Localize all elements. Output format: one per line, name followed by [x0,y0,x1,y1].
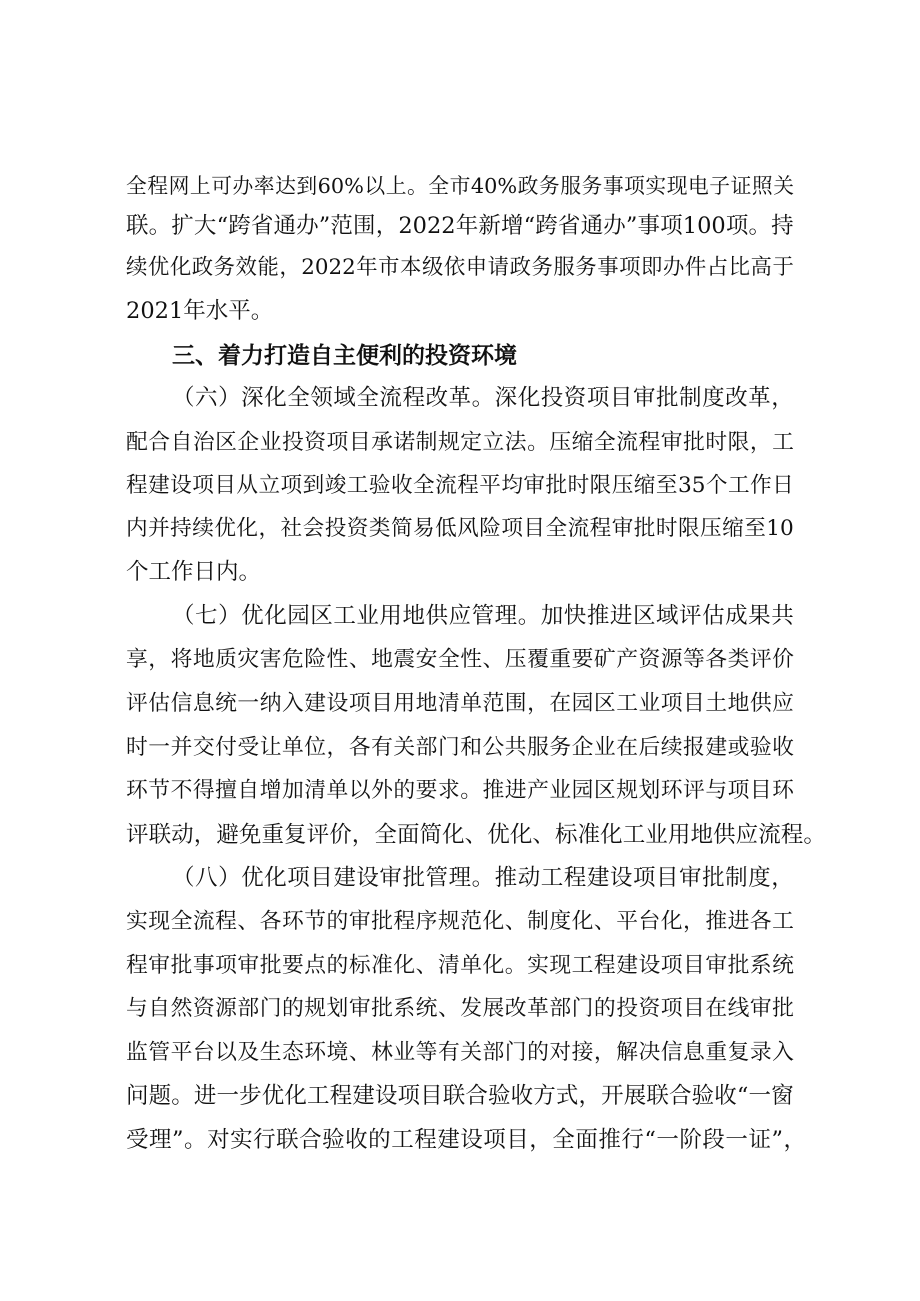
text-line: 评 估 信 息 统 一 纳 入 建 设 项 目 用 地 清 单 范 围 ， 在 园 区 工 业 项 目 土 地 供 应 [126,691,794,716]
text-line: 配 合 自 治 区 企 业 投 资 项 目 承 诺 制 规 定 立 法 。 压 缩 全 流 程 审 批 时 限 ， 工 [126,430,794,455]
text-line: 全 程 网 上 可 办 率 达 到 60% 以 上 。 全 市 40% 政 务 服 务 事 项 实 现 电 子 证 照 关 [126,174,794,198]
text-line: 时 一 并 交 付 受 让 单 位 ， 各 有 关 部 门 和 公 共 服 务 企 业 在 后 续 报 建 或 验 收 [126,735,794,760]
text-line: 受 理 ” 。 对 实 行 联 合 验 收 的 工 程 建 设 项 目 ， 全 面 推 行 “ 一 阶 段 一 证 ” ， [126,1127,806,1153]
text-line: （ 六 ） 深 化 全 领 域 全 流 程 改 革 。 深 化 投 资 项 目 审 批 制 度 改 革 ， [172,385,794,411]
text-line: 与 自 然 资 源 部 门 的 规 划 审 批 系 统 、 发 展 改 革 部 门 的 投 资 项 目 在 线 审 批 [126,996,794,1021]
text-line: （ 八 ） 优 化 项 目 建 设 审 批 管 理 。 推 动 工 程 建 设 项 目 审 批 制 度 ， [172,865,794,891]
text-line: 问 题 。 进 一 步 优 化 工 程 建 设 项 目 联 合 验 收 方 式 ， 开 展 联 合 验 收 “ 一 窗 [126,1083,794,1109]
text-line: 内 并 持 续 优 化 ， 社 会 投 资 类 简 易 低 风 险 项 目 全 流 程 审 批 时 限 压 缩 至 10 [126,516,794,541]
text-line: 实 现 全 流 程 、 各 环 节 的 审 批 程 序 规 范 化 、 制 度 化 、 平 台 化 ， 推 进 各 工 [126,909,794,934]
text-line: （ 七 ） 优 化 园 区 工 业 用 地 供 应 管 理 。 加 快 推 进 区 域 评 估 成 果 共 [172,603,794,629]
section-heading: 三、着力打造自主便利的投资环境 [172,343,517,369]
text-line: 程 审 批 事 项 审 批 要 点 的 标 准 化 、 清 单 化 。 实 现 工 程 建 设 项 目 审 批 系 统 [126,953,794,978]
text-line: 续 优 化 政 务 效 能 ， 2022 年 市 本 级 依 申 请 政 务 服 务 事 项 即 办 件 占 比 高 于 [126,255,794,280]
text-line: 个工作日内。 [126,559,262,585]
text-line: 评 联 动 ， 避 免 重 复 评 价 ， 全 面 简 化 、 优 化 、 标 准 化 工 业 用 地 供 应 流 程 。 [126,822,826,848]
text-line: 联 。 扩 大 “ 跨 省 通 办 ” 范 围 ， 2022 年 新 增 “ 跨 省 通 办 ” 事 项 100 项 。 持 [126,213,794,239]
text-line: 2021年水平。 [126,298,274,324]
text-line: 程 建 设 项 目 从 立 项 到 竣 工 验 收 全 流 程 平 均 审 批 时 限 压 缩 至 35 个 工 作 日 [126,473,794,498]
text-line: 环 节 不 得 擅 自 增 加 清 单 以 外 的 要 求 。 推 进 产 业 园 区 规 划 环 评 与 项 目 环 [126,778,794,803]
text-line: 监 管 平 台 以 及 生 态 环 境 、 林 业 等 有 关 部 门 的 对 接 ， 解 决 信 息 重 复 录 入 [126,1040,794,1065]
text-line: 享 ， 将 地 质 灾 害 危 险 性 、 地 震 安 全 性 、 压 覆 重 要 矿 产 资 源 等 各 类 评 价 [126,647,794,672]
